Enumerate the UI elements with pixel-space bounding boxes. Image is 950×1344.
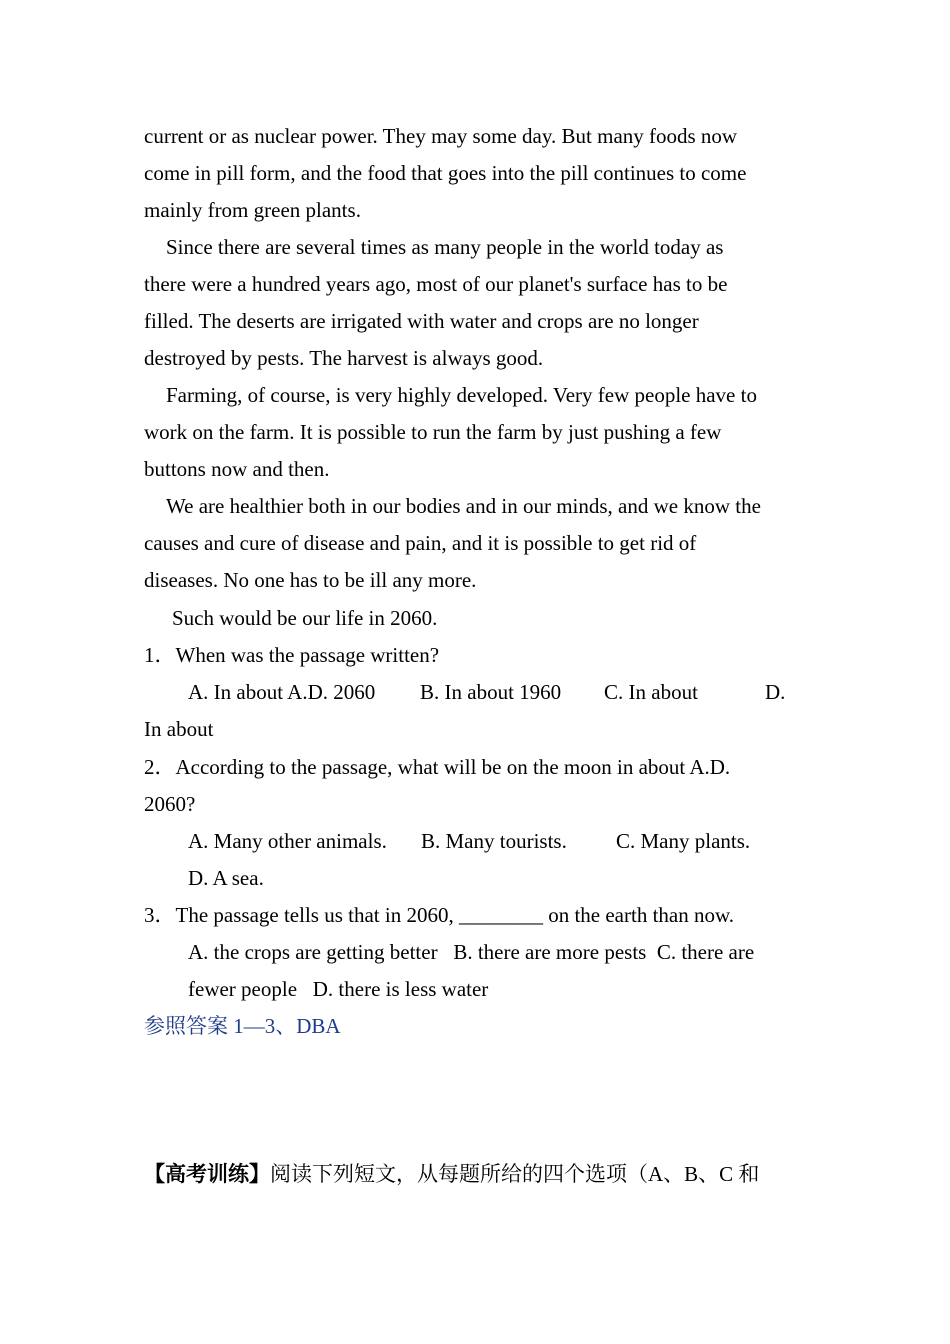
passage-line: We are healthier both in our bodies and in our minds, and we know the [166,494,761,518]
passage-line: causes and cure of disease and pain, and it is possible to get rid of [144,531,697,555]
passage-line: diseases. No one has to be ill any more. [144,568,477,592]
passage-line: mainly from green plants. [144,198,361,222]
option-c: C. In about [604,680,698,704]
training-text: 阅读下列短文，从每题所给的四个选项（A、B、C 和 [270,1162,760,1186]
answer-key: 参照答案 1—3、DBA [144,1014,341,1038]
question-3-options-line-2: fewer people D. there is less water [188,977,489,1001]
question-3-options-line-1: A. the crops are getting better B. there are more pests C. there are [188,940,755,964]
training-label: 【高考训练】 [144,1162,270,1186]
question-2-stem-continued: 2060? [144,792,196,816]
passage-line: destroyed by pests. The harvest is always good. [144,346,544,370]
option-a: A. In about A.D. 2060 [188,680,376,704]
passage-line: Farming, of course, is very highly developed. Very few people have to [166,383,757,407]
question-3-stem: 3．The passage tells us that in 2060, ________ on the earth than now. [144,903,735,927]
passage-line: come in pill form, and the food that goes into the pill continues to come [144,161,747,185]
option-d-continued: In about [144,717,214,741]
passage-line: Such would be our life in 2060. [172,606,438,630]
passage-line: there were a hundred years ago, most of our planet's surface has to be [144,272,728,296]
training-instruction [144,1156,759,1193]
option-b: B. In about 1960 [420,680,562,704]
passage-line: work on the farm. It is possible to run the farm by just pushing a few [144,420,722,444]
passage-line: filled. The deserts are irrigated with water and crops are no longer [144,309,699,333]
passage-line: Since there are several times as many people in the world today as [166,235,724,259]
passage-line: buttons now and then. [144,457,330,481]
option-b: B. Many tourists. [421,829,567,853]
option-d: D. A sea. [188,866,264,890]
question-1-stem: 1．When was the passage written? [144,643,440,667]
question-2-stem: 2．According to the passage, what will be on the moon in about A.D. [144,755,731,779]
option-a: A. Many other animals. [188,829,387,853]
option-d: D. [765,680,786,704]
option-c: C. Many plants. [616,829,751,853]
passage-line: current or as nuclear power. They may some day. But many foods now [144,124,738,148]
